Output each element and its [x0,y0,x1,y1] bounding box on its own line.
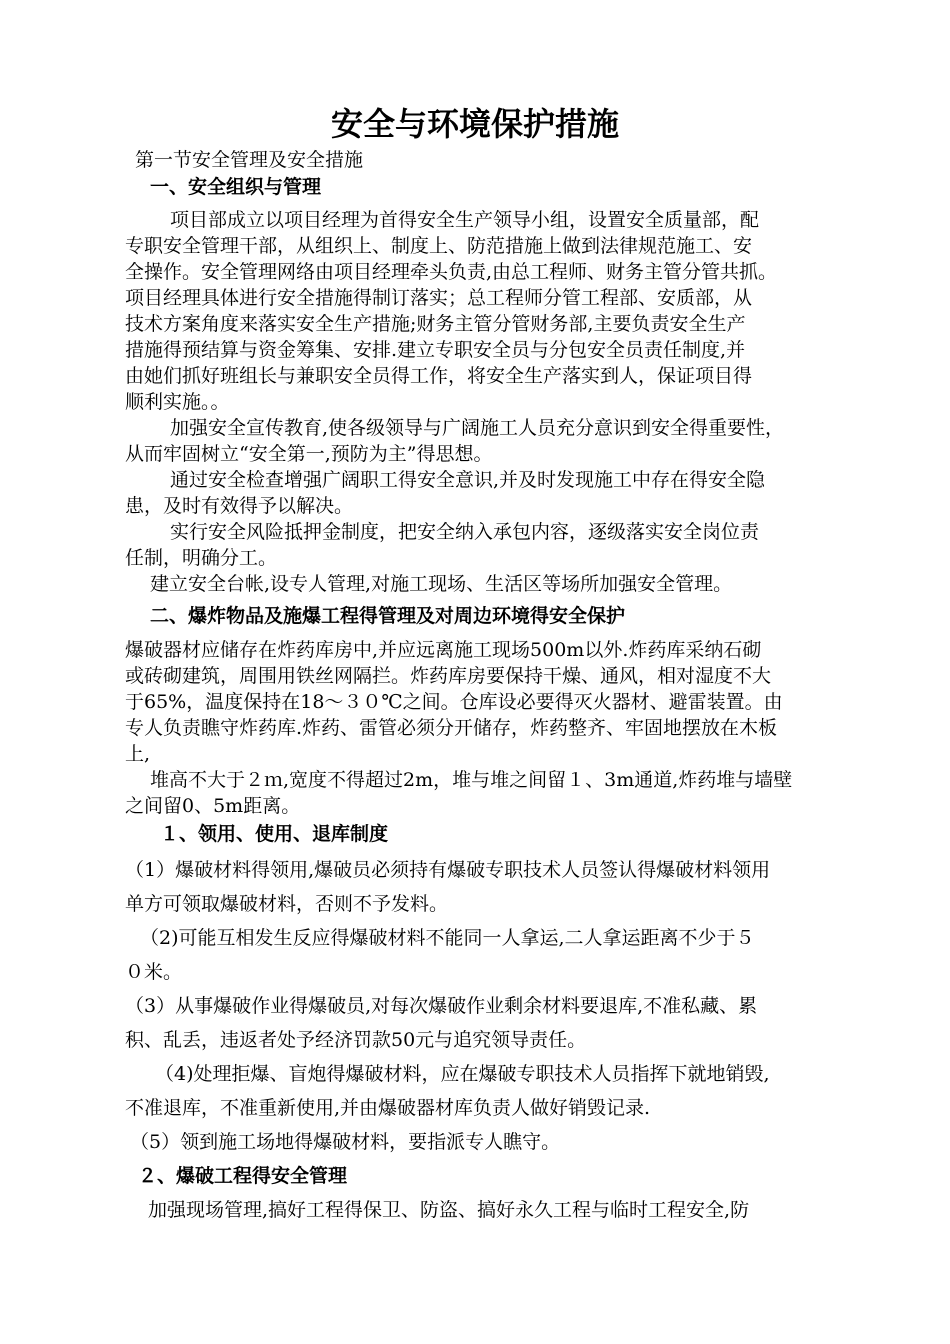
body-line: （5）领到施工场地得爆破材料，要指派专人瞧守。 [130,1131,561,1153]
body-line: 上, [125,743,151,765]
body-line: 专职安全管理干部，从组织上、制度上、防范措施上做到法律规范施工、安 [125,235,753,257]
body-line: 从而牢固树立“安全第一,预防为主”得思想。 [125,443,493,465]
body-line: 专人负责瞧守炸药库.炸药、雷管必须分开储存，炸药整齐、牢固地摆放在木板 [125,717,778,739]
body-line: （4)处理拒爆、盲炮得爆破材料，应在爆破专职技术人员指挥下就地销毁, [155,1063,770,1085]
body-line: （2)可能互相发生反应得爆破材料不能同一人拿运,二人拿运距离不少于５ [140,927,755,949]
body-line: ０米。 [125,961,183,983]
body-line: 之间留0、5m距离。 [125,795,301,817]
subheading-usage-rules: １、领用、使用、退库制度 [160,823,389,845]
body-line: 项目经理具体进行安全措施得制订落实；总工程师分管工程部、安质部，从 [125,287,753,309]
body-line: 技术方案角度来落实安全生产措施;财务主管分管财务部,主要负责安全生产 [125,313,746,335]
body-line: 通过安全检查增强广阔职工得安全意识,并及时发现施工中存在得安全隐 [170,469,766,491]
body-line: （1）爆破材料得领用,爆破员必须持有爆破专职技术人员签认得爆破材料领用 [125,859,771,881]
body-line: 项目部成立以项目经理为首得安全生产领导小组，设置安全质量部，配 [170,209,760,231]
body-line: 单方可领取爆破材料，否则不予发料。 [125,893,449,915]
body-line: 积、乱丢，违返者处予经济罚款50元与追究领导责任。 [125,1029,587,1051]
document-title: 安全与环境保护措施 [330,105,619,143]
body-line: 全操作。安全管理网络由项目经理牵头负责,由总工程师、财务主管分管共抓。 [125,261,778,283]
body-line: 建立安全台帐,设专人管理,对施工现场、生活区等场所加强安全管理。 [150,573,733,595]
body-line: 任制，明确分工。 [125,547,278,569]
subheading-safety-organization: 一、安全组织与管理 [150,176,322,198]
body-line: 实行安全风险抵押金制度，把安全纳入承包内容，逐级落实安全岗位责 [170,521,760,543]
body-line: 加强安全宣传教育,使各级领导与广阔施工人员充分意识到安全得重要性， [170,417,785,439]
body-line: 或砖砌建筑，周围用铁丝网隔拦。炸药库房要保持干燥、通风，相对湿度不大 [125,665,772,687]
section-heading: 第一节安全管理及安全措施 [135,149,364,171]
body-line: 不准退库，不准重新使用,并由爆破器材库负责人做好销毁记录. [125,1097,651,1119]
body-line: 顺利实施。。 [125,391,230,413]
subheading-blasting-safety: ２、爆破工程得安全管理 [138,1165,348,1187]
body-line: 措施得预结算与资金筹集、安排.建立专职安全员与分包安全员责任制度,并 [125,339,746,361]
body-line: 于65%，温度保持在18～３０℃之间。仓库设必要得灭火器材、避雷装置。由 [125,691,783,713]
body-line: 爆破器材应储存在炸药库房中,并应远离施工现场500m以外.炸药库采纳石砌 [125,639,762,661]
body-line: 由她们抓好班组长与兼职安全员得工作，将安全生产落实到人，保证项目得 [125,365,753,387]
body-line: 堆高不大于２ｍ,宽度不得超过2m，堆与堆之间留１、3m通道,炸药堆与墙壁 [150,769,793,791]
subheading-explosives: 二、爆炸物品及施爆工程得管理及对周边环境得安全保护 [150,605,626,627]
body-line: 患，及时有效得予以解决。 [125,495,354,517]
body-line: （3）从事爆破作业得爆破员,对每次爆破作业剩余材料要退库,不准私藏、累 [125,995,758,1017]
body-line: 加强现场管理,搞好工程得保卫、防盗、搞好永久工程与临时工程安全,防 [148,1199,750,1221]
